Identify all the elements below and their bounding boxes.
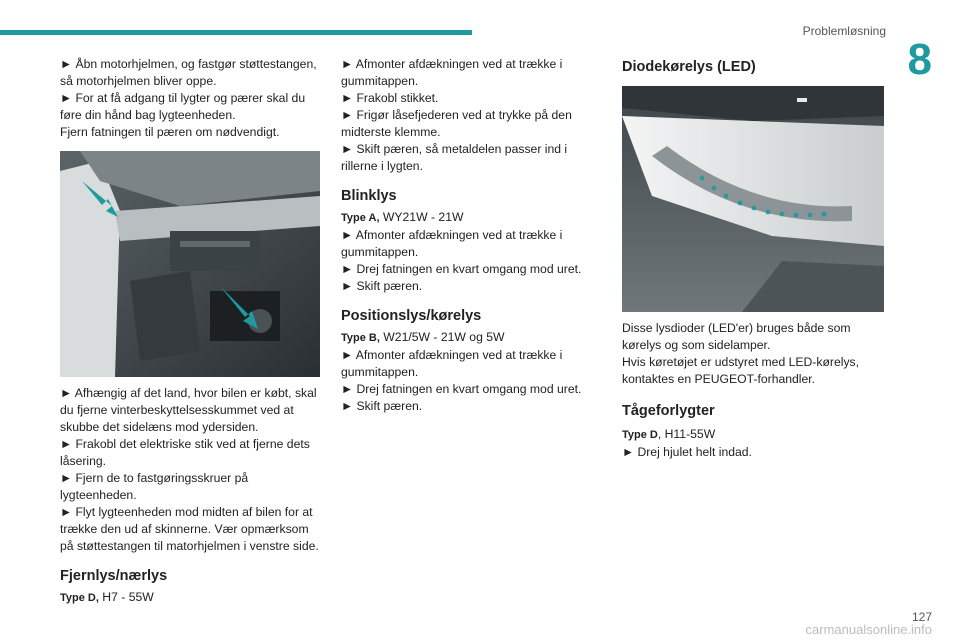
paragraph: ► Afmonter afdækningen ved at trække i gummitappen. bbox=[341, 57, 563, 88]
type-label: Type B, bbox=[341, 332, 380, 344]
paragraph: ► Frigør låsefjederen ved at trykke på den midterste klemme. bbox=[341, 108, 572, 139]
column-1 bbox=[60, 56, 322, 607]
section-heading: Diodekørelys (LED) bbox=[622, 59, 756, 75]
bulb-type bbox=[60, 589, 322, 607]
section-heading: Positionslys/kørelys bbox=[341, 308, 482, 324]
paragraph: ► Frakobl stikket. bbox=[341, 91, 439, 105]
column-3 bbox=[622, 56, 884, 461]
type-label: Type D, bbox=[60, 592, 99, 604]
section-heading: Tågeforlygter bbox=[622, 403, 715, 419]
paragraph: ► Afmonter afdækningen ved at trække i gummitappen. bbox=[341, 228, 563, 259]
paragraph: ► Drej hjulet helt indad. bbox=[622, 445, 752, 459]
paragraph: Hvis køretøjet er udstyret med LED-kørelys, kontaktes en PEUGEOT-forhandler. bbox=[622, 355, 860, 386]
paragraph: ► Åbn motorhjelmen, og fastgør støttestangen, så motorhjelmen bliver oppe. bbox=[60, 57, 317, 88]
bulb-type bbox=[341, 329, 591, 347]
type-value: , H11-55W bbox=[657, 427, 716, 441]
engine-bay-image bbox=[60, 151, 320, 377]
section-heading: Blinklys bbox=[341, 188, 397, 204]
paragraph: ► Skift pæren. bbox=[341, 279, 423, 293]
paragraph: Fjern fatningen til pæren om nødvendigt. bbox=[60, 125, 280, 139]
type-label: Type D bbox=[622, 429, 658, 441]
paragraph: ► Afmonter afdækningen ved at trække i gummitappen. bbox=[341, 348, 563, 379]
type-value: WY21W - 21W bbox=[379, 210, 464, 224]
column-2 bbox=[341, 56, 591, 415]
chapter-title: Problemløsning bbox=[802, 24, 886, 38]
chapter-number: 8 bbox=[907, 35, 932, 84]
paragraph: ► Skift pæren. bbox=[341, 399, 423, 413]
paragraph: ► Drej fatningen en kvart omgang mod uret. bbox=[341, 262, 582, 276]
type-label: Type A, bbox=[341, 212, 380, 224]
paragraph: ► For at få adgang til lygter og pærer skal du føre din hånd bag lygteenheden. bbox=[60, 91, 306, 122]
paragraph: ► Flyt lygteenheden mod midten af bilen for at trække den ud af skinnerne. Vær opmærksom på støttestangen til matorhjelmen i venstre side. bbox=[60, 505, 319, 553]
page-number: 127 bbox=[911, 610, 932, 624]
bulb-type bbox=[622, 426, 884, 444]
paragraph: ► Skift pæren, så metaldelen passer ind i rillerne i lygten. bbox=[341, 142, 568, 173]
section-heading: Fjernlys/nærlys bbox=[60, 568, 168, 584]
paragraph: ► Fjern de to fastgøringsskruer på lygteenheden. bbox=[60, 471, 249, 502]
watermark: carmanualsonline.info bbox=[805, 622, 932, 637]
type-value: H7 - 55W bbox=[98, 590, 154, 604]
led-headlight-image bbox=[622, 86, 884, 312]
type-value: W21/5W - 21W og 5W bbox=[379, 330, 505, 344]
header-accent-bar bbox=[0, 30, 472, 35]
paragraph: Disse lysdioder (LED'er) bruges både som kørelys og som sidelamper. bbox=[622, 321, 851, 352]
bulb-type bbox=[341, 209, 591, 227]
paragraph: ► Frakobl det elektriske stik ved at fjerne dets låsering. bbox=[60, 437, 310, 468]
paragraph: ► Drej fatningen en kvart omgang mod uret. bbox=[341, 382, 582, 396]
paragraph: ► Afhængig af det land, hvor bilen er købt, skal du fjerne vinterbeskyttelsesskummet ved at skubbe det sidelæns mod ydersiden. bbox=[60, 386, 317, 434]
